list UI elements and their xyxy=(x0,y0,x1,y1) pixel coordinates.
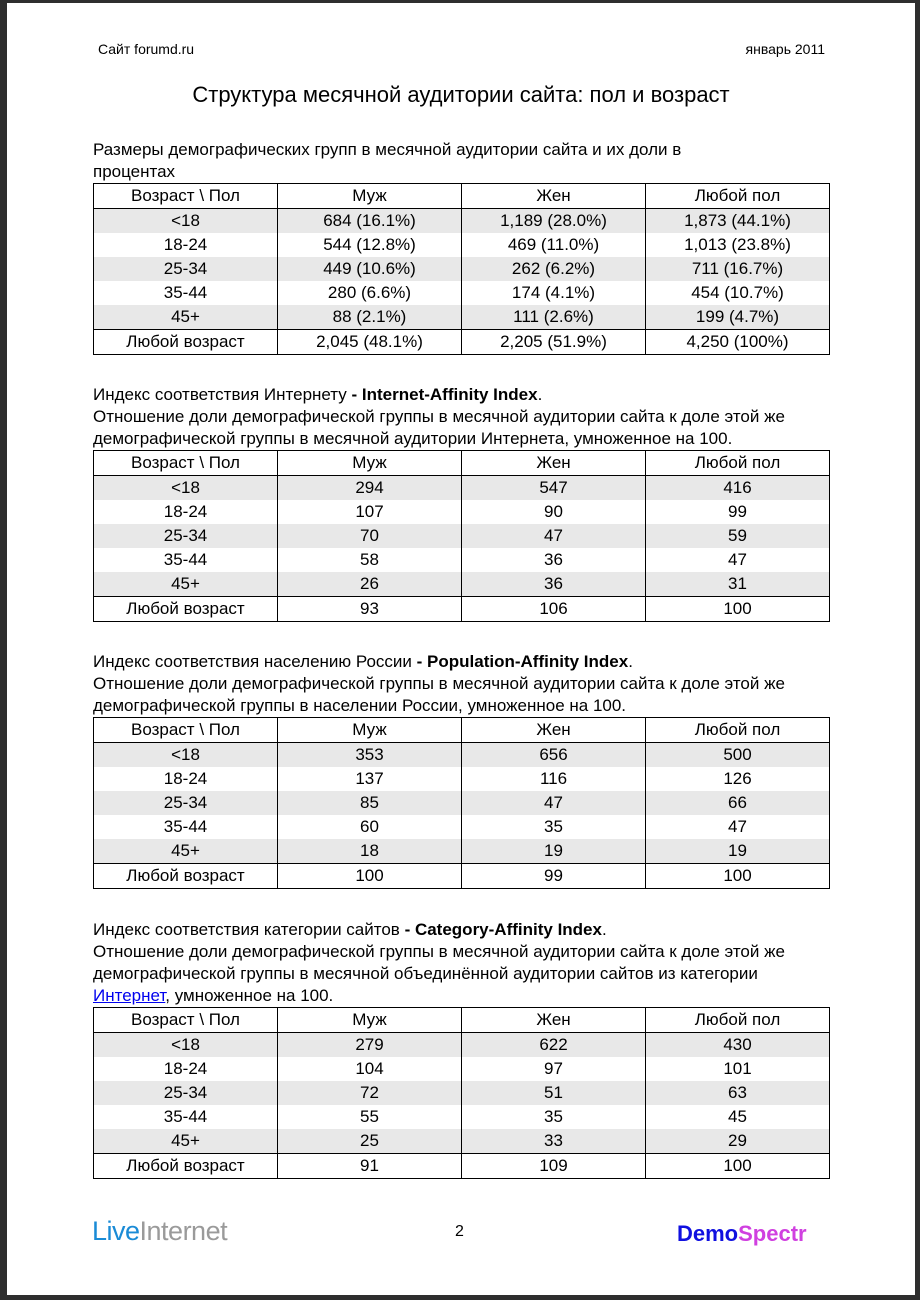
table-row xyxy=(94,257,830,281)
value-cell: 91 xyxy=(278,1154,462,1179)
caption-description-end: , умноженное на 100. xyxy=(165,986,334,1005)
age-group-cell: Любой возраст xyxy=(94,1154,278,1179)
table-row xyxy=(94,572,830,597)
value-cell: 72 xyxy=(278,1081,462,1105)
header-site-name: Сайт forumd.ru xyxy=(98,41,195,57)
column-header: Муж xyxy=(278,184,462,209)
age-group-cell: 45+ xyxy=(94,839,278,864)
value-cell: 55 xyxy=(278,1105,462,1129)
value-cell: 111 (2.6%) xyxy=(462,305,646,330)
age-group-cell: <18 xyxy=(94,1033,278,1058)
value-cell: 2,045 (48.1%) xyxy=(278,330,462,355)
value-cell: 99 xyxy=(646,500,830,524)
value-cell: 100 xyxy=(646,1154,830,1179)
age-group-cell: <18 xyxy=(94,743,278,768)
column-header: Возраст \ Пол xyxy=(94,184,278,209)
value-cell: 63 xyxy=(646,1081,830,1105)
value-cell: 4,250 (100%) xyxy=(646,330,830,355)
value-cell: 100 xyxy=(646,864,830,889)
value-cell: 47 xyxy=(646,815,830,839)
value-cell: 711 (16.7%) xyxy=(646,257,830,281)
value-cell: 18 xyxy=(278,839,462,864)
value-cell: 31 xyxy=(646,572,830,597)
value-cell: 294 xyxy=(278,476,462,501)
value-cell: 279 xyxy=(278,1033,462,1058)
group-sizes-table xyxy=(93,183,830,355)
table-row xyxy=(94,1105,830,1129)
category-internet-link[interactable]: Интернет xyxy=(93,986,166,1005)
value-cell: 416 xyxy=(646,476,830,501)
value-cell: 59 xyxy=(646,524,830,548)
section-category-affinity xyxy=(93,919,830,1179)
age-group-cell: 35-44 xyxy=(94,281,278,305)
caption-prefix: Индекс соответствия населению России xyxy=(93,652,417,671)
liveinternet-logo xyxy=(92,1216,227,1247)
table-total-row xyxy=(94,597,830,622)
logo-spectr: Spectr xyxy=(738,1221,807,1246)
table-row xyxy=(94,815,830,839)
table-row xyxy=(94,548,830,572)
column-header: Возраст \ Пол xyxy=(94,1008,278,1033)
age-group-cell: 18-24 xyxy=(94,233,278,257)
value-cell: 353 xyxy=(278,743,462,768)
value-cell: 137 xyxy=(278,767,462,791)
column-header: Муж xyxy=(278,718,462,743)
logo-demo: Demo xyxy=(677,1221,739,1246)
age-group-cell: <18 xyxy=(94,476,278,501)
age-group-cell: 18-24 xyxy=(94,500,278,524)
table-row xyxy=(94,209,830,234)
value-cell: 93 xyxy=(278,597,462,622)
category-affinity-table xyxy=(93,1007,830,1179)
value-cell: 26 xyxy=(278,572,462,597)
caption-suffix: . xyxy=(628,652,633,671)
value-cell: 90 xyxy=(462,500,646,524)
table-header-row xyxy=(94,451,830,476)
column-header: Жен xyxy=(462,1008,646,1033)
value-cell: 19 xyxy=(646,839,830,864)
caption-index-name: - Internet-Affinity Index xyxy=(351,385,538,404)
table-row xyxy=(94,1057,830,1081)
age-group-cell: 25-34 xyxy=(94,524,278,548)
internet-affinity-table xyxy=(93,450,830,622)
table-row xyxy=(94,1033,830,1058)
value-cell: 106 xyxy=(462,597,646,622)
logo-live: Live xyxy=(92,1216,140,1246)
table-row xyxy=(94,524,830,548)
caption-description: Отношение доли демографической группы в месячной аудитории сайта к доле этой же демографической группы в месячной аудитории Интернета, умноженное на 100. xyxy=(93,407,785,448)
value-cell: 622 xyxy=(462,1033,646,1058)
value-cell: 116 xyxy=(462,767,646,791)
table-caption xyxy=(93,384,830,450)
value-cell: 29 xyxy=(646,1129,830,1154)
column-header: Любой пол xyxy=(646,718,830,743)
value-cell: 101 xyxy=(646,1057,830,1081)
value-cell: 35 xyxy=(462,1105,646,1129)
page-title: Структура месячной аудитории сайта: пол и возраст xyxy=(192,82,730,107)
caption-description: Отношение доли демографической группы в месячной аудитории сайта к доле этой же демографической группы в населении России, умноженное на 100. xyxy=(93,674,785,715)
page-number: 2 xyxy=(455,1223,464,1240)
table-row xyxy=(94,839,830,864)
value-cell: 97 xyxy=(462,1057,646,1081)
table-caption xyxy=(93,651,830,717)
age-group-cell: 35-44 xyxy=(94,548,278,572)
column-header: Возраст \ Пол xyxy=(94,451,278,476)
value-cell: 66 xyxy=(646,791,830,815)
age-group-cell: 35-44 xyxy=(94,1105,278,1129)
table-header-row xyxy=(94,1008,830,1033)
table-row xyxy=(94,476,830,501)
header-date: январь 2011 xyxy=(745,41,825,57)
table-row xyxy=(94,1081,830,1105)
column-header: Жен xyxy=(462,184,646,209)
age-group-cell: 18-24 xyxy=(94,1057,278,1081)
table-row xyxy=(94,233,830,257)
column-header: Жен xyxy=(462,718,646,743)
column-header: Жен xyxy=(462,451,646,476)
value-cell: 45 xyxy=(646,1105,830,1129)
value-cell: 100 xyxy=(278,864,462,889)
value-cell: 36 xyxy=(462,548,646,572)
table-total-row xyxy=(94,864,830,889)
population-affinity-table xyxy=(93,717,830,889)
table-header-row xyxy=(94,718,830,743)
demospectr-logo xyxy=(677,1221,807,1247)
value-cell: 35 xyxy=(462,815,646,839)
logo-internet: Internet xyxy=(139,1216,228,1246)
value-cell: 262 (6.2%) xyxy=(462,257,646,281)
caption-prefix: Индекс соответствия Интернету xyxy=(93,385,352,404)
value-cell: 2,205 (51.9%) xyxy=(462,330,646,355)
age-group-cell: 35-44 xyxy=(94,815,278,839)
age-group-cell: Любой возраст xyxy=(94,597,278,622)
table-caption xyxy=(93,919,830,1007)
value-cell: 36 xyxy=(462,572,646,597)
value-cell: 1,013 (23.8%) xyxy=(646,233,830,257)
caption-suffix: . xyxy=(601,920,607,939)
table-row xyxy=(94,281,830,305)
table-row xyxy=(94,767,830,791)
value-cell: 25 xyxy=(278,1129,462,1154)
caption-description: Отношение доли демографической группы в месячной аудитории сайта к доле этой же демографической группы в месячной объединённой аудитории сайтов из категории xyxy=(93,942,785,983)
document-page xyxy=(7,3,915,1295)
value-cell: 199 (4.7%) xyxy=(646,305,830,330)
value-cell: 19 xyxy=(462,839,646,864)
section-group-sizes xyxy=(93,139,830,355)
value-cell: 656 xyxy=(462,743,646,768)
value-cell: 1,873 (44.1%) xyxy=(646,209,830,234)
value-cell: 449 (10.6%) xyxy=(278,257,462,281)
table-total-row xyxy=(94,1154,830,1179)
value-cell: 430 xyxy=(646,1033,830,1058)
table-row xyxy=(94,500,830,524)
caption-index-name: - Category-Affinity Index xyxy=(404,920,602,939)
caption-index-name: - Population-Affinity Index xyxy=(416,652,629,671)
value-cell: 85 xyxy=(278,791,462,815)
age-group-cell: Любой возраст xyxy=(94,330,278,355)
value-cell: 684 (16.1%) xyxy=(278,209,462,234)
value-cell: 547 xyxy=(462,476,646,501)
column-header: Любой пол xyxy=(646,1008,830,1033)
value-cell: 109 xyxy=(462,1154,646,1179)
value-cell: 1,189 (28.0%) xyxy=(462,209,646,234)
value-cell: 174 (4.1%) xyxy=(462,281,646,305)
value-cell: 70 xyxy=(278,524,462,548)
table-row xyxy=(94,1129,830,1154)
section-population-affinity xyxy=(93,651,830,889)
column-header: Любой пол xyxy=(646,451,830,476)
column-header: Любой пол xyxy=(646,184,830,209)
age-group-cell: 45+ xyxy=(94,1129,278,1154)
age-group-cell: 25-34 xyxy=(94,791,278,815)
table-header-row xyxy=(94,184,830,209)
column-header: Возраст \ Пол xyxy=(94,718,278,743)
age-group-cell: 18-24 xyxy=(94,767,278,791)
table-row xyxy=(94,743,830,768)
table-row xyxy=(94,791,830,815)
value-cell: 51 xyxy=(462,1081,646,1105)
value-cell: 500 xyxy=(646,743,830,768)
value-cell: 104 xyxy=(278,1057,462,1081)
column-header: Муж xyxy=(278,451,462,476)
column-header: Муж xyxy=(278,1008,462,1033)
value-cell: 280 (6.6%) xyxy=(278,281,462,305)
value-cell: 107 xyxy=(278,500,462,524)
age-group-cell: 45+ xyxy=(94,572,278,597)
value-cell: 58 xyxy=(278,548,462,572)
value-cell: 99 xyxy=(462,864,646,889)
value-cell: 126 xyxy=(646,767,830,791)
value-cell: 100 xyxy=(646,597,830,622)
age-group-cell: 25-34 xyxy=(94,1081,278,1105)
table-caption: Размеры демографических групп в месячной аудитории сайта и их доли в процентах xyxy=(93,140,682,181)
value-cell: 47 xyxy=(646,548,830,572)
value-cell: 469 (11.0%) xyxy=(462,233,646,257)
value-cell: 544 (12.8%) xyxy=(278,233,462,257)
caption-suffix: . xyxy=(537,385,543,404)
table-total-row xyxy=(94,330,830,355)
age-group-cell: <18 xyxy=(94,209,278,234)
value-cell: 47 xyxy=(462,791,646,815)
section-internet-affinity xyxy=(93,384,830,622)
value-cell: 454 (10.7%) xyxy=(646,281,830,305)
age-group-cell: Любой возраст xyxy=(94,864,278,889)
table-row xyxy=(94,305,830,330)
value-cell: 88 (2.1%) xyxy=(278,305,462,330)
age-group-cell: 45+ xyxy=(94,305,278,330)
value-cell: 47 xyxy=(462,524,646,548)
caption-prefix: Индекс соответствия категории сайтов xyxy=(93,920,405,939)
age-group-cell: 25-34 xyxy=(94,257,278,281)
value-cell: 33 xyxy=(462,1129,646,1154)
value-cell: 60 xyxy=(278,815,462,839)
